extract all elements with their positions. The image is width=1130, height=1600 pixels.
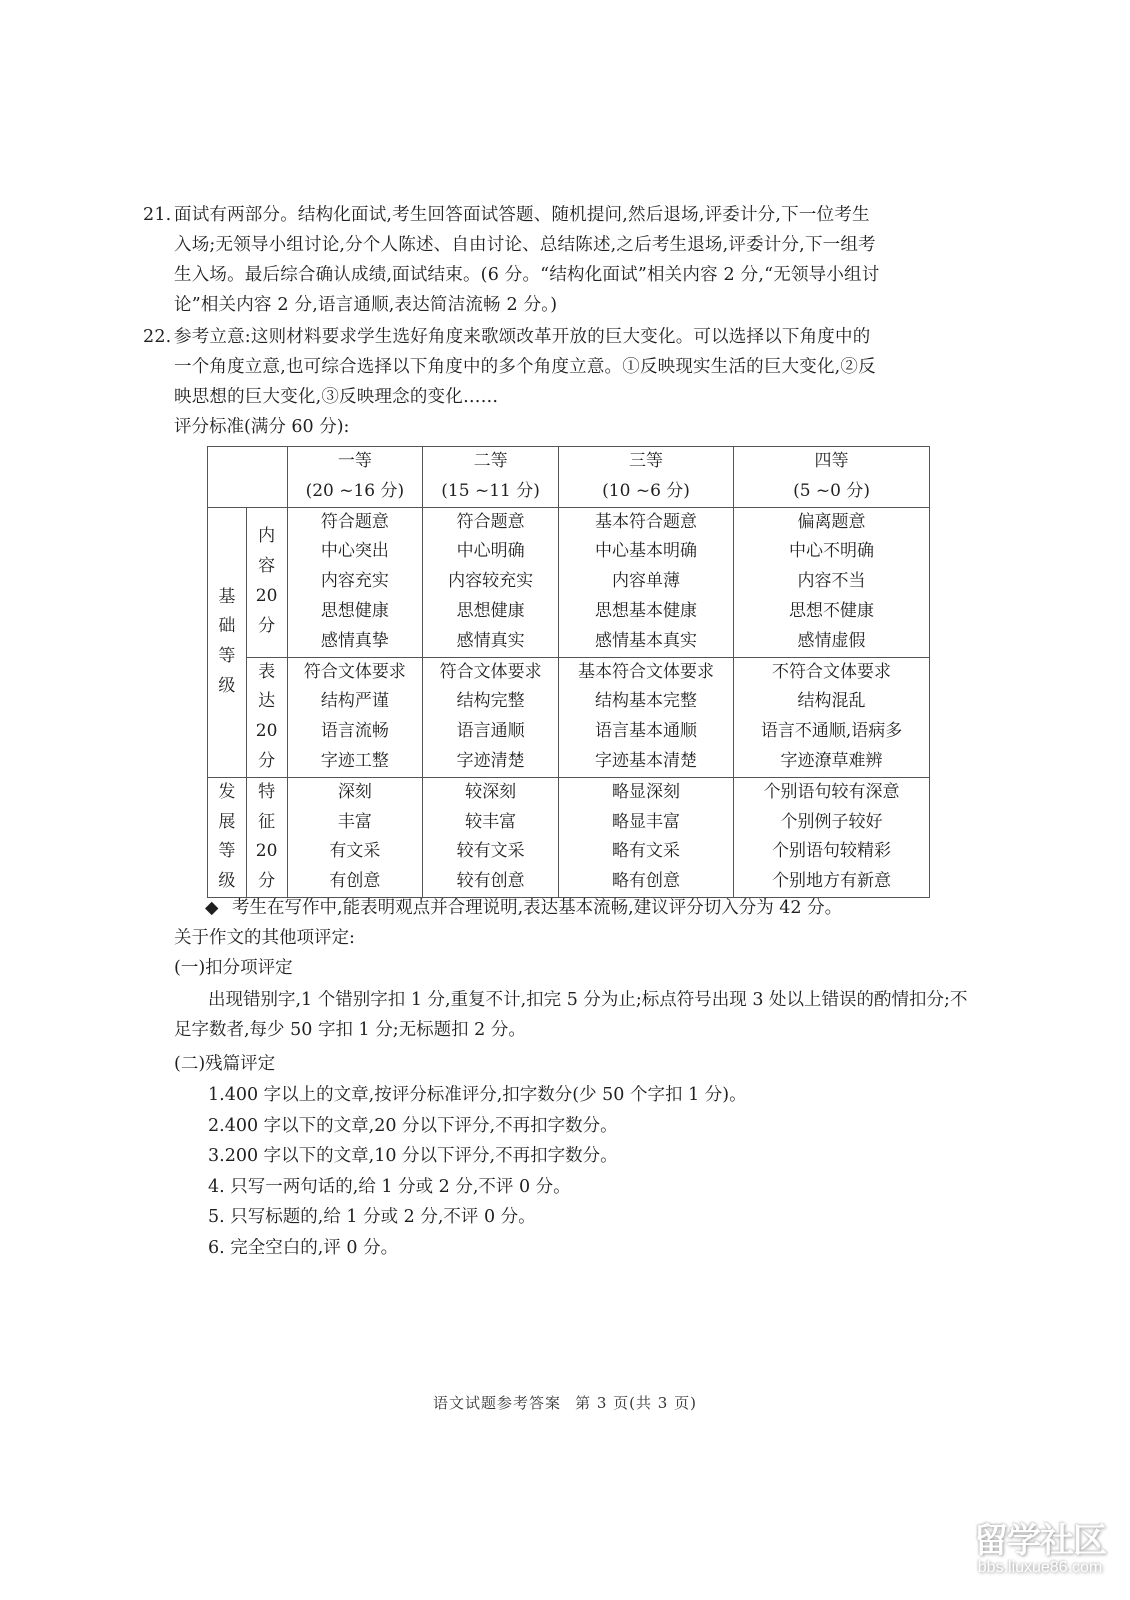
rubric-corner-cell bbox=[208, 447, 288, 508]
watermark-logo: 留学社区 bbox=[974, 1521, 1106, 1561]
list-item: 6. 完全空白的,评 0 分。 bbox=[208, 1237, 399, 1258]
rubric-cell: 符合题意 中心明确 内容较充实 思想健康 感情真实 bbox=[423, 507, 559, 657]
rubric-header-row bbox=[208, 447, 930, 508]
q21-line: 生入场。最后综合确认成绩,面试结束。(6 分。“结构化面试”相关内容 2 分,“无领导小组讨 bbox=[174, 265, 880, 285]
scoring-note bbox=[205, 893, 842, 923]
rubric-cell: 较深刻 较丰富 较有文采 较有创意 bbox=[423, 777, 559, 897]
rubric-cell: 符合文体要求 结构严谨 语言流畅 字迹工整 bbox=[287, 657, 423, 777]
deduction-section-body: 出现错别字,1 个错别字扣 1 分,重复不计,扣完 5 分为止;标点符号出现 3 处以上错误的酌情扣分;不足字数者,每少 50 字扣 1 分;无标题扣 2 分。 bbox=[174, 990, 968, 1040]
rubric-row-expression bbox=[208, 657, 930, 777]
question-21 bbox=[143, 200, 973, 320]
list-item: 2.400 字以下的文章,20 分以下评分,不再扣字数分。 bbox=[208, 1115, 618, 1136]
list-item: 4. 只写一两句话的,给 1 分或 2 分,不评 0 分。 bbox=[208, 1176, 571, 1197]
list-item: 1.400 字以上的文章,按评分标准评分,扣字数分(少 50 个字扣 1 分)。 bbox=[208, 1085, 747, 1105]
list-item: 5. 只写标题的,给 1 分或 2 分,不评 0 分。 bbox=[208, 1207, 536, 1227]
rubric-header-grade-1: 一等 (20 ~16 分) bbox=[287, 447, 423, 508]
q22-line: 一个角度立意,也可综合选择以下角度中的多个角度立意。①反映现实生活的巨大变化,②反 bbox=[174, 357, 876, 377]
list-item: 3.200 字以下的文章,10 分以下评分,不再扣字数分。 bbox=[208, 1146, 618, 1166]
other-items-heading: 关于作文的其他项评定: bbox=[174, 928, 355, 948]
rubric-group-development: 发 展 等 级 bbox=[208, 777, 247, 897]
rubric-row-content bbox=[208, 507, 930, 657]
footer-title: 语文试题参考答案 bbox=[433, 1394, 562, 1412]
rubric-sub-expression: 表 达 20 分 bbox=[246, 657, 287, 777]
q21-number: 21. bbox=[143, 205, 172, 225]
rubric-cell: 基本符合文体要求 结构基本完整 语言基本通顺 字迹基本清楚 bbox=[558, 657, 733, 777]
rubric-cell: 偏离题意 中心不明确 内容不当 思想不健康 感情虚假 bbox=[734, 507, 930, 657]
q21-line: 论”相关内容 2 分,语言通顺,表达简洁流畅 2 分。) bbox=[174, 295, 558, 315]
watermark-url: bbs.liuxue86.com bbox=[977, 1559, 1103, 1576]
incomplete-section-title: (二)残篇评定 bbox=[174, 1054, 276, 1074]
rubric-cell: 深刻 丰富 有文采 有创意 bbox=[287, 777, 423, 897]
rubric-sub-content: 内 容 20 分 bbox=[246, 507, 287, 657]
q22-line: 22. 参考立意:这则材料要求学生选好角度来歌颂改革开放的巨大变化。可以选择以下角度中的 bbox=[143, 322, 973, 352]
footer-page-number: 第 3 页(共 3 页) bbox=[575, 1394, 697, 1412]
rubric-cell: 基本符合题意 中心基本明确 内容单薄 思想基本健康 感情基本真实 bbox=[558, 507, 733, 657]
q21-line: 入场;无领导小组讨论,分个人陈述、自由讨论、总结陈述,之后考生退场,评委计分,下一组考 bbox=[174, 235, 876, 255]
scoring-rubric-table bbox=[207, 446, 930, 898]
rubric-row-features bbox=[208, 777, 930, 897]
q21-line: 21. 面试有两部分。结构化面试,考生回答面试答题、随机提问,然后退场,评委计分,下一位考生 bbox=[143, 200, 973, 230]
rubric-group-basic: 基 础 等 级 bbox=[208, 507, 247, 777]
q22-number: 22. bbox=[143, 327, 172, 347]
rubric-header-grade-4: 四等 (5 ~0 分) bbox=[734, 447, 930, 508]
rubric-cell: 个别语句较有深意 个别例子较好 个别语句较精彩 个别地方有新意 bbox=[734, 777, 930, 897]
rubric-cell: 符合题意 中心突出 内容充实 思想健康 感情真挚 bbox=[287, 507, 423, 657]
rubric-cell: 略显深刻 略显丰富 略有文采 略有创意 bbox=[558, 777, 733, 897]
q22-line: 映思想的巨大变化,③反映理念的变化…… bbox=[174, 387, 499, 407]
rubric-cell: 符合文体要求 结构完整 语言通顺 字迹清楚 bbox=[423, 657, 559, 777]
diamond-bullet-icon: ◆ bbox=[205, 898, 219, 918]
deduction-section-title: (一)扣分项评定 bbox=[174, 958, 293, 978]
rubric-cell: 不符合文体要求 结构混乱 语言不通顺,语病多 字迹潦草难辨 bbox=[734, 657, 930, 777]
rubric-header-grade-3: 三等 (10 ~6 分) bbox=[558, 447, 733, 508]
scoring-standard-label: 评分标准(满分 60 分): bbox=[174, 417, 350, 437]
site-watermark bbox=[960, 1522, 1120, 1576]
scoring-note-text: 考生在写作中,能表明观点并合理说明,表达基本流畅,建议评分切入分为 42 分。 bbox=[232, 898, 843, 918]
rubric-header-grade-2: 二等 (15 ~11 分) bbox=[423, 447, 559, 508]
incomplete-section-list bbox=[174, 1080, 974, 1263]
question-22 bbox=[143, 322, 973, 412]
rubric-sub-features: 特 征 20 分 bbox=[246, 777, 287, 897]
page-footer bbox=[0, 1392, 1130, 1413]
